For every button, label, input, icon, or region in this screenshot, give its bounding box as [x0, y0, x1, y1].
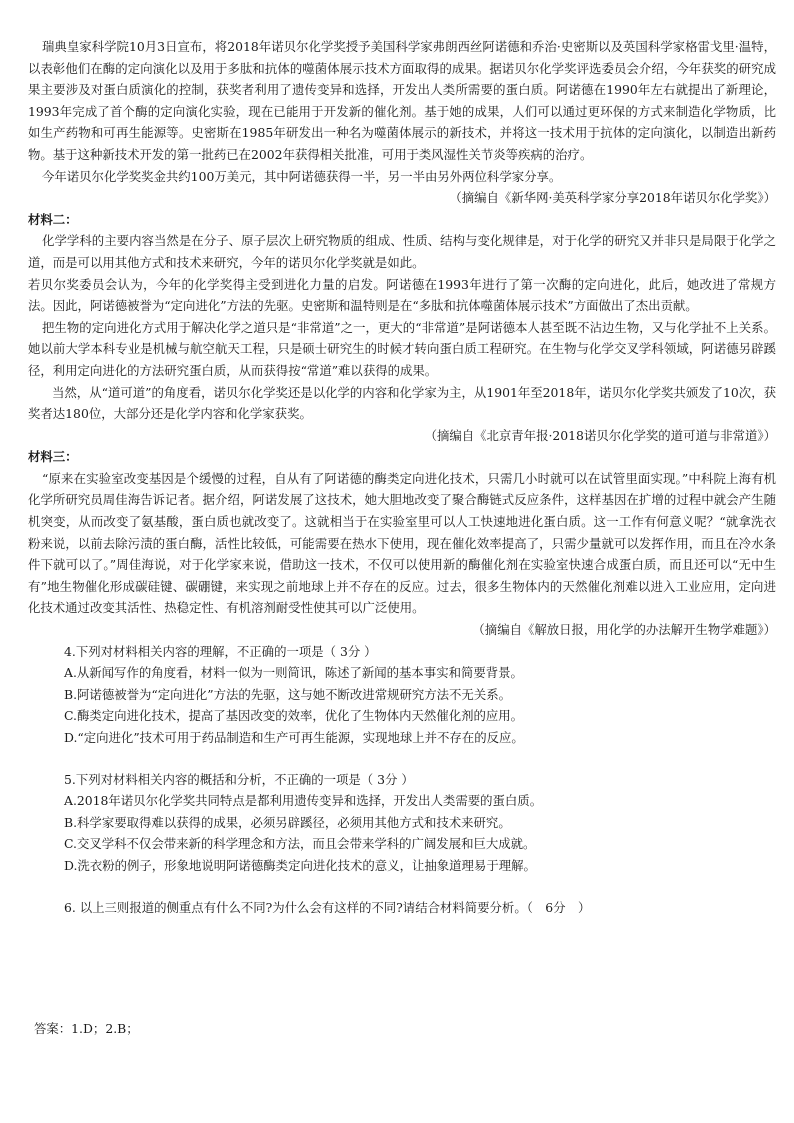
question-6 — [64, 897, 776, 919]
material-two-paragraph-1: 化学学科的主要内容当然是在分子、原子层次上研究物质的组成、性质、结构与变化规律是，对于化学的研究又并非只是局限于化学之道，而是可以用其他方式和技术来研究，今年的诺贝尔化学奖就是如此。 — [28, 233, 776, 270]
question-option: C.酶类定向进化技术，提高了基因改变的效率，优化了生物体内天然催化剂的应用。 — [64, 708, 524, 724]
question-5 — [64, 769, 776, 877]
question-option: B.阿诺德被誉为“定向进化”方法的先驱，这与她不断改进常规研究方法不无关系。 — [64, 686, 511, 702]
questions-section — [64, 641, 776, 919]
material-three-paragraph-1: “原来在实验室改变基因是个缓慢的过程，自从有了阿诺德的酶类定向进化技术，只需几小时就可以在试管里面实现。”中科院上海有机化学所研究员周佳海告诉记者。据介绍，阿诺发展了这技术，她大胆地改变了聚合酶链式反应条件，这样基因在扩增的过程中就会产生随机突变，从而改变了氨基酸，蛋白质也就改变了。这就相当于在实验室里可以人工快速地进化蛋白质。这一工作有何意义呢？“就拿洗衣粉来说，以前去除污渍的蛋白酶，活性比较低，可能需要在热水下使用，现在催化效率提高了，只需少量就可以发挥作用，而且在冷水条件下就可以了。”周佳海说，对于化学家来说，借助这一技术，不仅可以使用新的酶催化剂在实验室快速合成蛋白质，而且还可以“无中生有”地生物催化形成碳硅键、碳硼键，来实现之前地球上并不存在的反应。过去，很多生物体内的天然催化剂难以进入工业应用，定向进化技术通过改变其活性、热稳定性、有机溶剂耐受性使其可以广泛使用。 — [28, 470, 776, 616]
material-one-paragraph-1: 瑞典皇家科学院10月3日宣布，将2018年诺贝尔化学奖授予美国科学家弗朗西丝阿诺德和乔治·史密斯以及英国科学家格雷戈里·温特，以表彰他们在酶的定向演化以及用于多肽和抗体的噬菌体展示技术方面取得的成果。据诺贝尔化学奖评选委员会介绍，今年获奖的研究成果主要涉及对蛋白质演化的控制，获奖者利用了遗传变异和选择，开发出人类所需要的蛋白质。阿诺德在1990年左右就提出了新理论，1993年完成了首个酶的定向演化实验，现在已能用于开发新的催化剂。基于她的成果，人们可以通过更环保的方式来制造化学物质，比如生产药物和可再生能源等。史密斯在1985年研发出一种名为噬菌体展示的新技术，并将这一技术用于抗体的定向演化，以制造出新药物。基于这种新技术开发的第一批药已在2002年获得相关批准，可用于类风湿性关节炎等疾病的治疗。 — [28, 39, 776, 162]
material-two-heading: 材料二： — [28, 211, 78, 227]
question-option: A.2018年诺贝尔化学奖共同特点是都利用遗传变异和选择，开发出人类需要的蛋白质。 — [64, 793, 543, 809]
material-one-paragraph-2: 今年诺贝尔化学奖奖金共约100万美元，其中阿诺德获得一半，另一半由另外两位科学家分享。 — [42, 168, 562, 184]
material-two-paragraph-2: 若贝尔奖委员会认为，今年的化学奖得主受到进化力量的启发。阿诺德在1993年进行了第一次酶的定向进化，此后，她改进了常规方法。因此，阿诺德被誉为“定向进化”方法的先驱。史密斯和温特则是在“多肽和抗体噬菌体展示技术”方面做出了杰出贡献。 — [28, 276, 776, 314]
material-two — [28, 209, 776, 447]
question-4 — [64, 641, 776, 749]
question-option: A.从新闻写作的角度看，材料一似为一则简讯，陈述了新闻的基本事实和简要背景。 — [64, 665, 523, 681]
document-page — [28, 36, 776, 918]
question-option: C.交叉学科不仅会带来新的科学理念和方法，而且会带来学科的广阔发展和巨大成就。 — [64, 836, 536, 852]
question-stem: 4.下列对材料相关内容的理解，不正确的一项是（ 3分 ） — [64, 643, 377, 659]
material-three-source: （摘编自《解放日报，用化学的办法解开生物学难题》） — [472, 622, 776, 638]
material-one-source: （摘编自《新华网·美英科学家分享2018年诺贝尔化学奖》） — [449, 190, 776, 206]
question-option: D.洗衣粉的例子，形象地说明阿诺德酶类定向进化技术的意义，让抽象道理易于理解。 — [64, 857, 536, 873]
material-three — [28, 446, 776, 640]
spacer — [64, 877, 776, 897]
material-two-paragraph-4: 当然，从“道可道”的角度看，诺贝尔化学奖还是以化学的内容和化学家为主，从1901年至2018年，诺贝尔化学奖共颁发了10次，获奖者达180位，大部分还是化学内容和化学家获奖。 — [28, 384, 776, 422]
spacer — [64, 749, 776, 769]
answer-key: 答案：1.D；2.B； — [34, 1021, 139, 1036]
question-stem: 5.下列对材料相关内容的概括和分析，不正确的一项是（ 3分 ） — [64, 771, 414, 787]
material-one — [28, 36, 776, 209]
question-option: D.“定向进化”技术可用于药品制造和生产可再生能源，实现地球上并不存在的反应。 — [64, 730, 524, 745]
material-two-paragraph-3: 把生物的定向进化方式用于解决化学之道只是“非常道”之一，更大的“非常道”是阿诺德本人甚至既不沾边生物，又与化学扯不上关系。她以前大学本科专业是机械与航空航天工程，只是硕士研究生的时候才转向蛋白质工程研究。在生物与化学交叉学科领域，阿诺德另辟蹊径，利用定向进化的方法研究蛋白质，从而获得按“常道”难以获得的成果。 — [28, 319, 776, 378]
material-three-heading: 材料三： — [28, 449, 78, 465]
material-two-source: （摘编自《北京青年报·2018诺贝尔化学奖的道可道与非常道》） — [424, 427, 776, 443]
question-stem: 6. 以上三则报道的侧重点有什么不同?为什么会有这样的不同?请结合材料简要分析。（ 6分 ） — [64, 899, 591, 915]
question-option: B.科学家要取得难以获得的成果，必须另辟蹊径，必须用其他方式和技术来研究。 — [64, 814, 511, 830]
